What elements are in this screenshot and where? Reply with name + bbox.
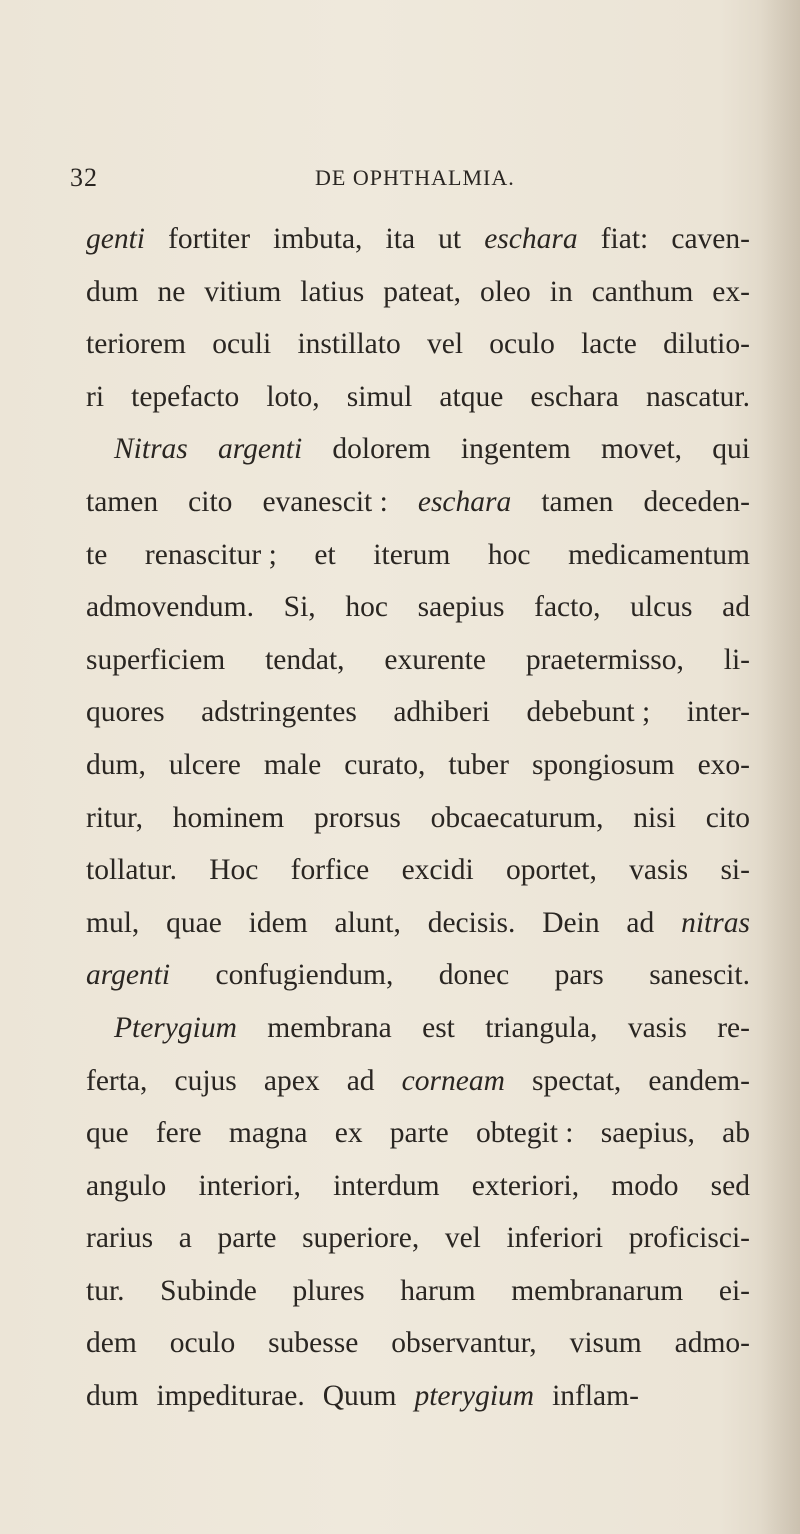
word: eandem-	[648, 1064, 750, 1097]
word: Quum	[322, 1380, 397, 1413]
word: canthum	[591, 275, 694, 308]
text-line	[86, 739, 750, 792]
word: que	[86, 1117, 129, 1150]
word: ritur,	[86, 801, 143, 834]
word: ri	[86, 380, 105, 413]
running-head	[70, 163, 630, 199]
text-line	[86, 897, 750, 950]
word: inflam-	[552, 1380, 639, 1413]
word: tamen	[86, 485, 159, 518]
word: ita	[385, 223, 416, 255]
word: saepius	[417, 591, 505, 624]
word: prorsus	[314, 801, 401, 834]
word: atque	[439, 380, 504, 413]
word: impediturae.	[156, 1380, 305, 1413]
word: cito	[705, 801, 750, 834]
word: loto,	[266, 380, 320, 413]
word: Nitras	[114, 433, 188, 466]
word: sanescit.	[649, 959, 750, 992]
word: interiori,	[198, 1169, 301, 1202]
word: angulo	[86, 1169, 167, 1202]
word: exteriori,	[471, 1169, 580, 1202]
word: tamen	[541, 485, 614, 518]
text-line	[86, 1212, 750, 1265]
word: dum,	[86, 748, 146, 781]
word: praetermisso,	[525, 643, 684, 676]
word: et	[314, 538, 336, 571]
word: oculi	[212, 328, 272, 361]
word: dum	[86, 275, 139, 308]
word: rarius	[86, 1222, 154, 1255]
word: eschara	[484, 223, 578, 255]
word: parte	[389, 1117, 449, 1150]
word: ad	[346, 1064, 375, 1097]
text-line	[86, 1160, 750, 1213]
word: mul,	[86, 906, 140, 939]
word: quores	[86, 696, 165, 729]
word: excidi	[401, 854, 474, 887]
word: Dein	[542, 906, 600, 939]
word: exurente	[384, 643, 486, 676]
text-line	[86, 634, 750, 687]
text-line	[86, 1002, 750, 1055]
word: li-	[723, 643, 750, 676]
word: subesse	[268, 1327, 359, 1360]
word: oculo	[489, 328, 555, 361]
word: ulcere	[168, 748, 241, 781]
word: si-	[720, 854, 750, 887]
word: ad	[722, 591, 750, 624]
word: vel	[444, 1222, 481, 1255]
word: decisis.	[427, 906, 516, 939]
page-edge-shadow	[760, 0, 800, 1534]
running-title: DE OPHTHALMIA.	[315, 165, 515, 190]
text-line	[86, 844, 750, 897]
word: argenti	[86, 959, 171, 992]
word: hoc	[487, 538, 531, 571]
word: nascatur.	[645, 380, 750, 413]
word: spongiosum	[531, 748, 675, 781]
text-line	[86, 581, 750, 634]
text-line	[86, 318, 750, 371]
word: vasis	[629, 854, 689, 887]
word: cujus	[174, 1064, 237, 1097]
word: admo-	[674, 1327, 750, 1360]
word: ferta,	[86, 1064, 148, 1097]
word: genti	[86, 223, 145, 255]
word: obcaecaturum,	[430, 801, 604, 834]
word: pateat,	[383, 275, 462, 308]
word: a	[178, 1222, 192, 1255]
word: apex	[263, 1064, 320, 1097]
word: observantur,	[391, 1327, 537, 1360]
word: corneam	[401, 1064, 505, 1097]
word: nitras	[681, 906, 750, 939]
word: movet,	[600, 433, 683, 466]
word: superficiem	[86, 643, 226, 676]
word: renascitur ;	[144, 538, 277, 571]
word: donec	[438, 959, 510, 992]
word: tuber	[448, 748, 509, 781]
word: quae	[166, 906, 222, 939]
word: dolorem	[332, 433, 431, 466]
word: adhiberi	[393, 696, 490, 729]
text-line	[86, 529, 750, 582]
text-line	[86, 266, 750, 319]
word: in	[549, 275, 573, 308]
word: inferiori	[506, 1222, 604, 1255]
text-line	[86, 423, 750, 476]
page-number: 32	[70, 163, 98, 192]
word: modo	[611, 1169, 679, 1202]
word: sed	[710, 1169, 750, 1202]
word: triangula,	[485, 1011, 598, 1044]
word: oleo	[480, 275, 531, 308]
text-line	[86, 1107, 750, 1160]
word: simul	[346, 380, 413, 413]
word: exo-	[697, 748, 750, 781]
word: ex	[334, 1117, 363, 1150]
word: tollatur.	[86, 854, 177, 887]
word: vasis	[627, 1011, 687, 1044]
word: dem	[86, 1327, 137, 1360]
word: facto,	[534, 591, 601, 624]
word: caven-	[671, 223, 750, 255]
word: spectat,	[532, 1064, 622, 1097]
word: evanescit :	[262, 485, 388, 518]
text-line	[86, 792, 750, 845]
word: obtegit :	[475, 1117, 574, 1150]
word: parte	[217, 1222, 277, 1255]
word: vel	[426, 328, 464, 361]
text-line	[86, 476, 750, 529]
word: vitium	[204, 275, 282, 308]
word: superiore,	[302, 1222, 420, 1255]
word: cito	[188, 485, 233, 518]
word: proficisci-	[628, 1222, 750, 1255]
word: male	[263, 748, 322, 781]
word: confugiendum,	[215, 959, 394, 992]
word: tepefacto	[131, 380, 240, 413]
word: Subinde	[160, 1274, 257, 1307]
word: fiat:	[600, 223, 649, 255]
word: adstringentes	[201, 696, 357, 729]
word: harum	[400, 1274, 476, 1307]
word: argenti	[218, 433, 303, 466]
word: deceden-	[643, 485, 750, 518]
word: forfice	[290, 854, 370, 887]
word: ut	[438, 223, 462, 255]
word: Hoc	[209, 854, 259, 887]
text-line	[86, 1265, 750, 1318]
word: alunt,	[334, 906, 401, 939]
word: debebunt ;	[526, 696, 651, 729]
word: Si,	[283, 591, 316, 624]
word: admovendum.	[86, 591, 254, 624]
word: te	[86, 538, 108, 571]
word: lacte	[581, 328, 637, 361]
word: membrana	[267, 1011, 392, 1044]
word: plures	[292, 1274, 365, 1307]
text-line	[86, 1055, 750, 1108]
word: eschara	[530, 380, 619, 413]
word: tur.	[86, 1274, 125, 1307]
word: pars	[554, 959, 604, 992]
word: ingentem	[460, 433, 571, 466]
word: iterum	[373, 538, 451, 571]
word: membranarum	[511, 1274, 684, 1307]
word: dum	[86, 1380, 139, 1413]
word: medicamentum	[568, 538, 750, 571]
word: ex-	[712, 275, 750, 308]
word: pterygium	[414, 1380, 535, 1413]
word: instillato	[297, 328, 401, 361]
word: visum	[569, 1327, 642, 1360]
word: idem	[248, 906, 308, 939]
word: teriorem	[86, 328, 186, 361]
text-line	[86, 1317, 750, 1370]
word: est	[422, 1011, 455, 1044]
body-text	[86, 213, 750, 1423]
word: saepius,	[600, 1117, 695, 1150]
text-line	[86, 686, 750, 739]
text-line	[86, 1370, 750, 1423]
word: qui	[712, 433, 750, 466]
word: fortiter	[168, 223, 251, 255]
word: hominem	[172, 801, 285, 834]
word: oculo	[169, 1327, 236, 1360]
word: ne	[157, 275, 186, 308]
word: ei-	[718, 1274, 750, 1307]
word: ad	[626, 906, 655, 939]
word: oportet,	[505, 854, 597, 887]
word: interdum	[333, 1169, 440, 1202]
word: inter-	[686, 696, 750, 729]
text-line	[86, 371, 750, 424]
word: hoc	[345, 591, 388, 624]
word: re-	[717, 1011, 750, 1044]
word: Pterygium	[114, 1011, 237, 1044]
word: dilutio-	[663, 328, 750, 361]
word: ab	[722, 1117, 750, 1150]
word: magna	[228, 1117, 308, 1150]
text-line	[86, 213, 750, 266]
word: imbuta,	[273, 223, 363, 255]
word: nisi	[633, 801, 676, 834]
word: latius	[300, 275, 365, 308]
word: ulcus	[630, 591, 693, 624]
word: curato,	[344, 748, 426, 781]
text-line	[86, 949, 750, 1002]
word: tendat,	[265, 643, 345, 676]
word: fere	[155, 1117, 202, 1150]
word: eschara	[417, 485, 512, 518]
